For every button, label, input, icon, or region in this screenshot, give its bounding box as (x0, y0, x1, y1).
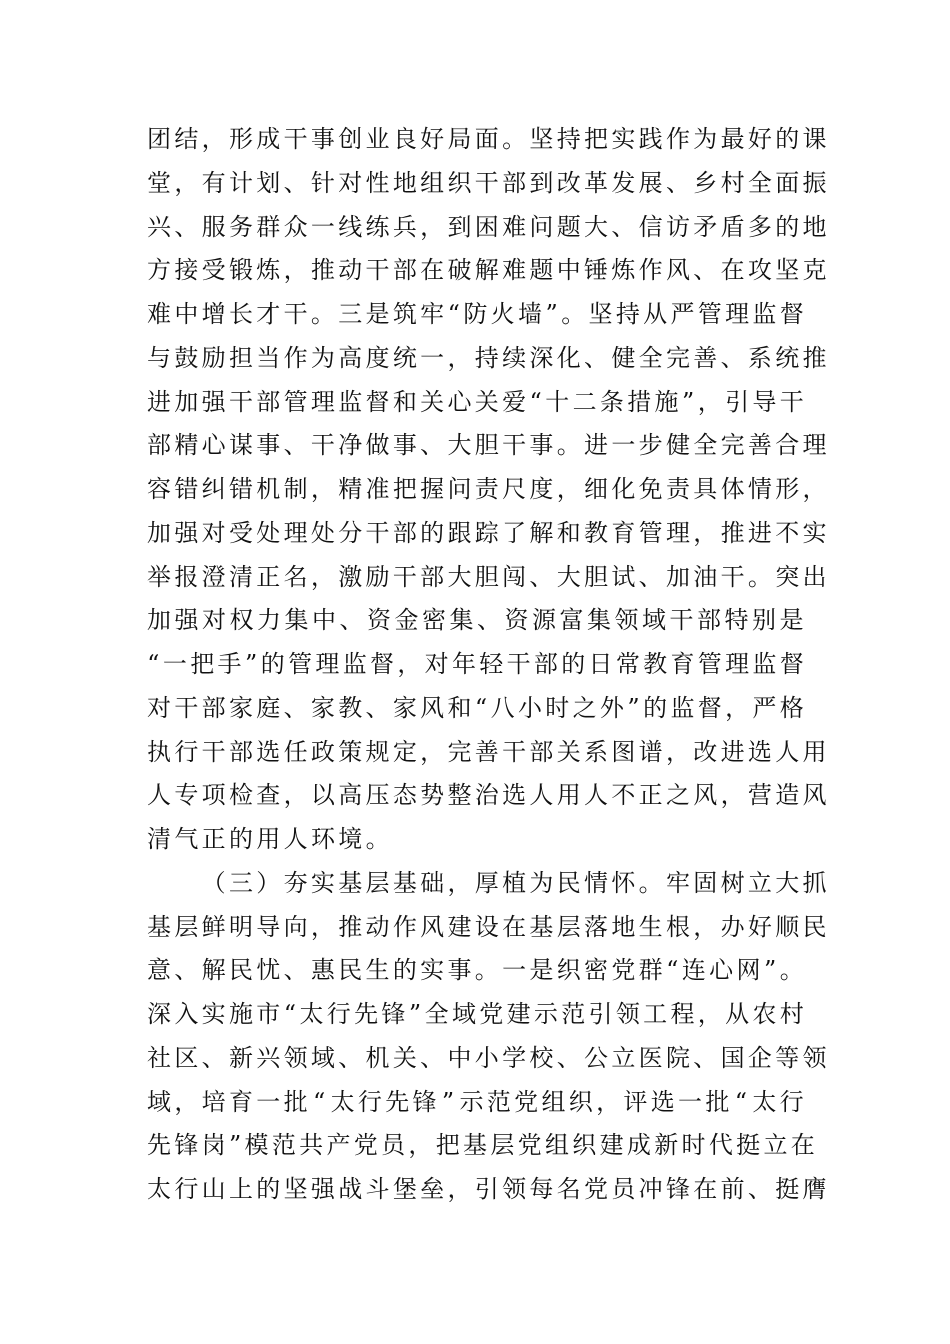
text-line: 加 强 对 受 处 理 处 分 干 部 的 跟 踪 了 解 和 教 育 管 理 ， 推 进 不 实 (147, 518, 830, 547)
paragraph-1 (147, 118, 830, 862)
text-line: 举 报 澄 清 正 名 ， 激 励 干 部 大 胆 闯 、 大 胆 试 、 加 油 干 。 突 出 (147, 562, 830, 591)
text-line: 清 气 正 的 用 人 环 境 。 (147, 825, 393, 853)
text-line: 人 专 项 检 查 ， 以 高 压 态 势 整 治 选 人 用 人 不 正 之 风 ， 营 造 风 (147, 781, 830, 810)
section-heading-line: （ 三 ） 夯 实 基 层 基 础 ， 厚 植 为 民 情 怀 。 牢 固 树 立 大 抓 (201, 868, 830, 897)
text-line: 方 接 受 锻 炼 ， 推 动 干 部 在 破 解 难 题 中 锤 炼 作 风 、 在 攻 坚 克 (147, 256, 830, 285)
text-line: 加 强 对 权 力 集 中 、 资 金 密 集 、 资 源 富 集 领 域 干 部 特 别 是 (147, 606, 807, 635)
text-line: “ 一 把 手 ” 的 管 理 监 督 ， 对 年 轻 干 部 的 日 常 教 育 管 理 监 督 (147, 650, 807, 678)
text-line: 团 结 ， 形 成 干 事 创 业 良 好 局 面 。 坚 持 把 实 践 作 为 最 好 的 课 (147, 125, 830, 153)
text-line: 太 行 山 上 的 坚 强 战 斗 堡 垒 ， 引 领 每 名 党 员 冲 锋 在 前 、 挺 膺 (147, 1175, 830, 1203)
text-line: 堂 ， 有 计 划 、 针 对 性 地 组 织 干 部 到 改 革 发 展 、 乡 村 全 面 振 (147, 168, 830, 197)
text-line: 先 锋 岗 ” 模 范 共 产 党 员 ， 把 基 层 党 组 织 建 成 新 时 代 挺 立 在 (147, 1131, 819, 1160)
text-line: 意 、 解 民 忧 、 惠 民 生 的 实 事 。 一 是 织 密 党 群 “ 连 心 网 ” 。 (147, 956, 807, 985)
text-line: 进 加 强 干 部 管 理 监 督 和 关 心 关 爱 “ 十 二 条 措 施 ” ， 引 导 干 (147, 387, 807, 416)
text-line: 兴 、 服 务 群 众 一 线 练 兵 ， 到 困 难 问 题 大 、 信 访 矛 盾 多 的 地 (147, 212, 830, 241)
text-line: 域 ， 培 育 一 批 “ 太 行 先 锋 ” 示 范 党 组 织 ， 评 选 一 批 “ 太 行 (147, 1087, 807, 1116)
text-line: 对 干 部 家 庭 、 家 教 、 家 风 和 “ 八 小 时 之 外 ” 的 监 督 ， 严 格 (147, 693, 807, 722)
text-line: 基 层 鲜 明 导 向 ， 推 动 作 风 建 设 在 基 层 落 地 生 根 ， 办 好 顺 民 (147, 912, 830, 941)
text-line: 执 行 干 部 选 任 政 策 规 定 ， 完 善 干 部 关 系 图 谱 ， 改 进 选 人 用 (147, 737, 830, 766)
text-line: 与 鼓 励 担 当 作 为 高 度 统 一 ， 持 续 深 化 、 健 全 完 善 、 系 统 推 (147, 343, 830, 372)
text-line: 社 区 、 新 兴 领 域 、 机 关 、 中 小 学 校 、 公 立 医 院 、 国 企 等 领 (147, 1043, 830, 1072)
text-line: 深 入 实 施 市 “ 太 行 先 锋 ” 全 域 党 建 示 范 引 领 工 程 ， 从 农 村 (147, 1000, 807, 1028)
paragraph-2 (147, 862, 830, 1212)
text-line: 部 精 心 谋 事 、 干 净 做 事 、 大 胆 干 事 。 进 一 步 健 全 完 善 合 理 (147, 431, 830, 460)
text-line: 容 错 纠 错 机 制 ， 精 准 把 握 问 责 尺 度 ， 细 化 免 责 具 体 情 形 ， (147, 475, 830, 503)
text-line: 难 中 增 长 才 干 。 三 是 筑 牢 “ 防 火 墙 ” 。 坚 持 从 严 管 理 监 督 (147, 300, 807, 328)
document-page (147, 118, 830, 1212)
